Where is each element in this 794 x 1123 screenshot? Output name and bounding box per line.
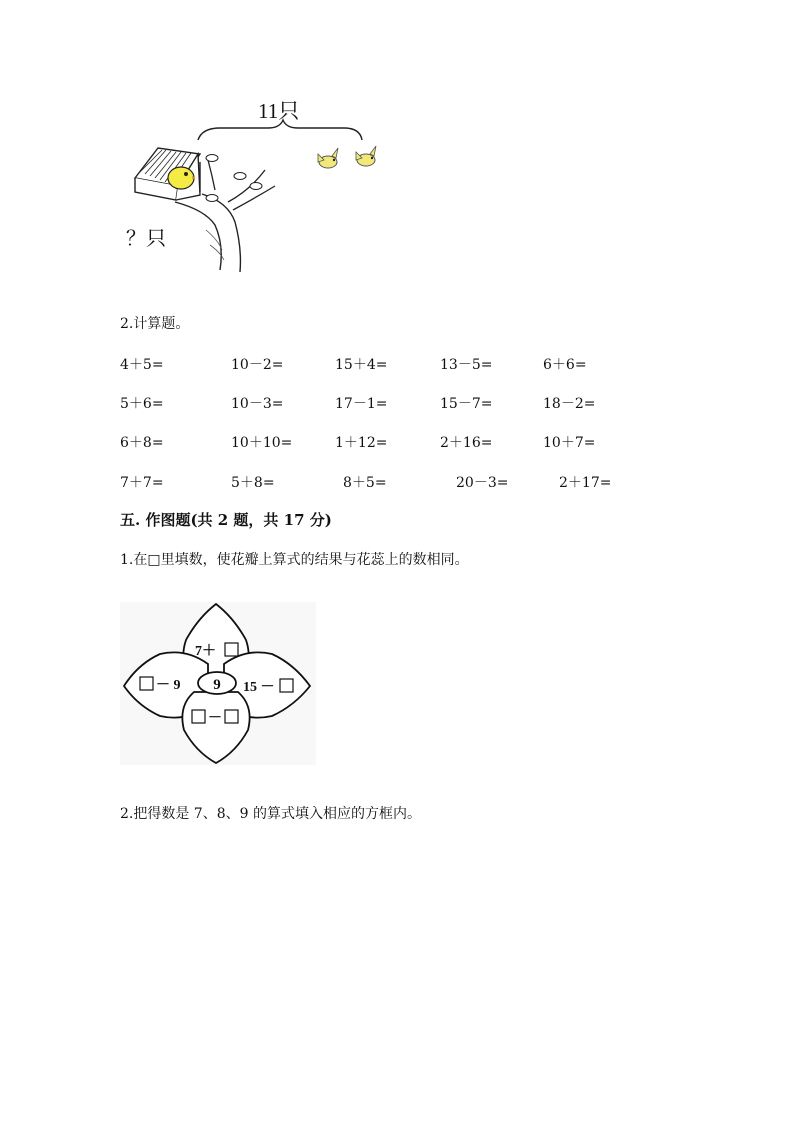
left-petal-expression: － 9 bbox=[156, 678, 181, 693]
equation: 2＋16= bbox=[440, 435, 493, 451]
flower-center-number: 9 bbox=[213, 677, 221, 693]
section-5-title: 五. 作图题(共 2 题，共 17 分) bbox=[120, 511, 332, 529]
answer-box[interactable] bbox=[225, 710, 238, 723]
answer-box[interactable] bbox=[192, 710, 205, 723]
unknown-birds-label: ？只 bbox=[126, 228, 166, 250]
flower-figure bbox=[120, 602, 316, 765]
answer-box[interactable] bbox=[225, 643, 238, 656]
flying-bird-icon bbox=[318, 148, 338, 168]
birds-figure bbox=[120, 90, 390, 275]
answer-box[interactable] bbox=[140, 677, 153, 690]
equation: 2＋17= bbox=[559, 475, 612, 491]
equation: 18－2= bbox=[543, 396, 596, 412]
equation: 13－5= bbox=[440, 357, 493, 373]
equation: 20－3= bbox=[456, 475, 509, 491]
bottom-petal-operator: － bbox=[208, 711, 222, 726]
section-5-question-1: 1.在□里填数，使花瓣上算式的结果与花蕊上的数相同。 bbox=[120, 552, 469, 568]
equation: 10＋10= bbox=[231, 435, 293, 451]
equation: 15＋4= bbox=[335, 357, 388, 373]
equation: 6＋6= bbox=[543, 357, 587, 373]
equation: 8＋5= bbox=[343, 475, 387, 491]
equation: 10＋7= bbox=[543, 435, 596, 451]
equation: 10－3= bbox=[231, 396, 284, 412]
equation: 4＋5= bbox=[120, 357, 164, 373]
equation: 5＋8= bbox=[231, 475, 275, 491]
answer-box[interactable] bbox=[280, 679, 293, 692]
total-birds-label: 11只 bbox=[258, 99, 300, 123]
section-5-question-2: 2.把得数是 7、8、9 的算式填入相应的方框内。 bbox=[120, 806, 421, 822]
question-2-title: 2.计算题。 bbox=[120, 316, 190, 332]
equation: 1＋12= bbox=[335, 435, 388, 451]
equation: 6＋8= bbox=[120, 435, 164, 451]
equation: 5＋6= bbox=[120, 396, 164, 412]
equation: 17－1= bbox=[335, 396, 388, 412]
flying-bird-icon bbox=[356, 146, 376, 166]
birdhouse-icon bbox=[135, 148, 200, 200]
equation: 15－7= bbox=[440, 396, 493, 412]
equation: 10－2= bbox=[231, 357, 284, 373]
equation: 7＋7= bbox=[120, 475, 164, 491]
brace-icon bbox=[198, 120, 362, 140]
right-petal-expression: 15 － bbox=[243, 680, 275, 695]
top-petal-expression: 7＋ bbox=[195, 644, 216, 659]
